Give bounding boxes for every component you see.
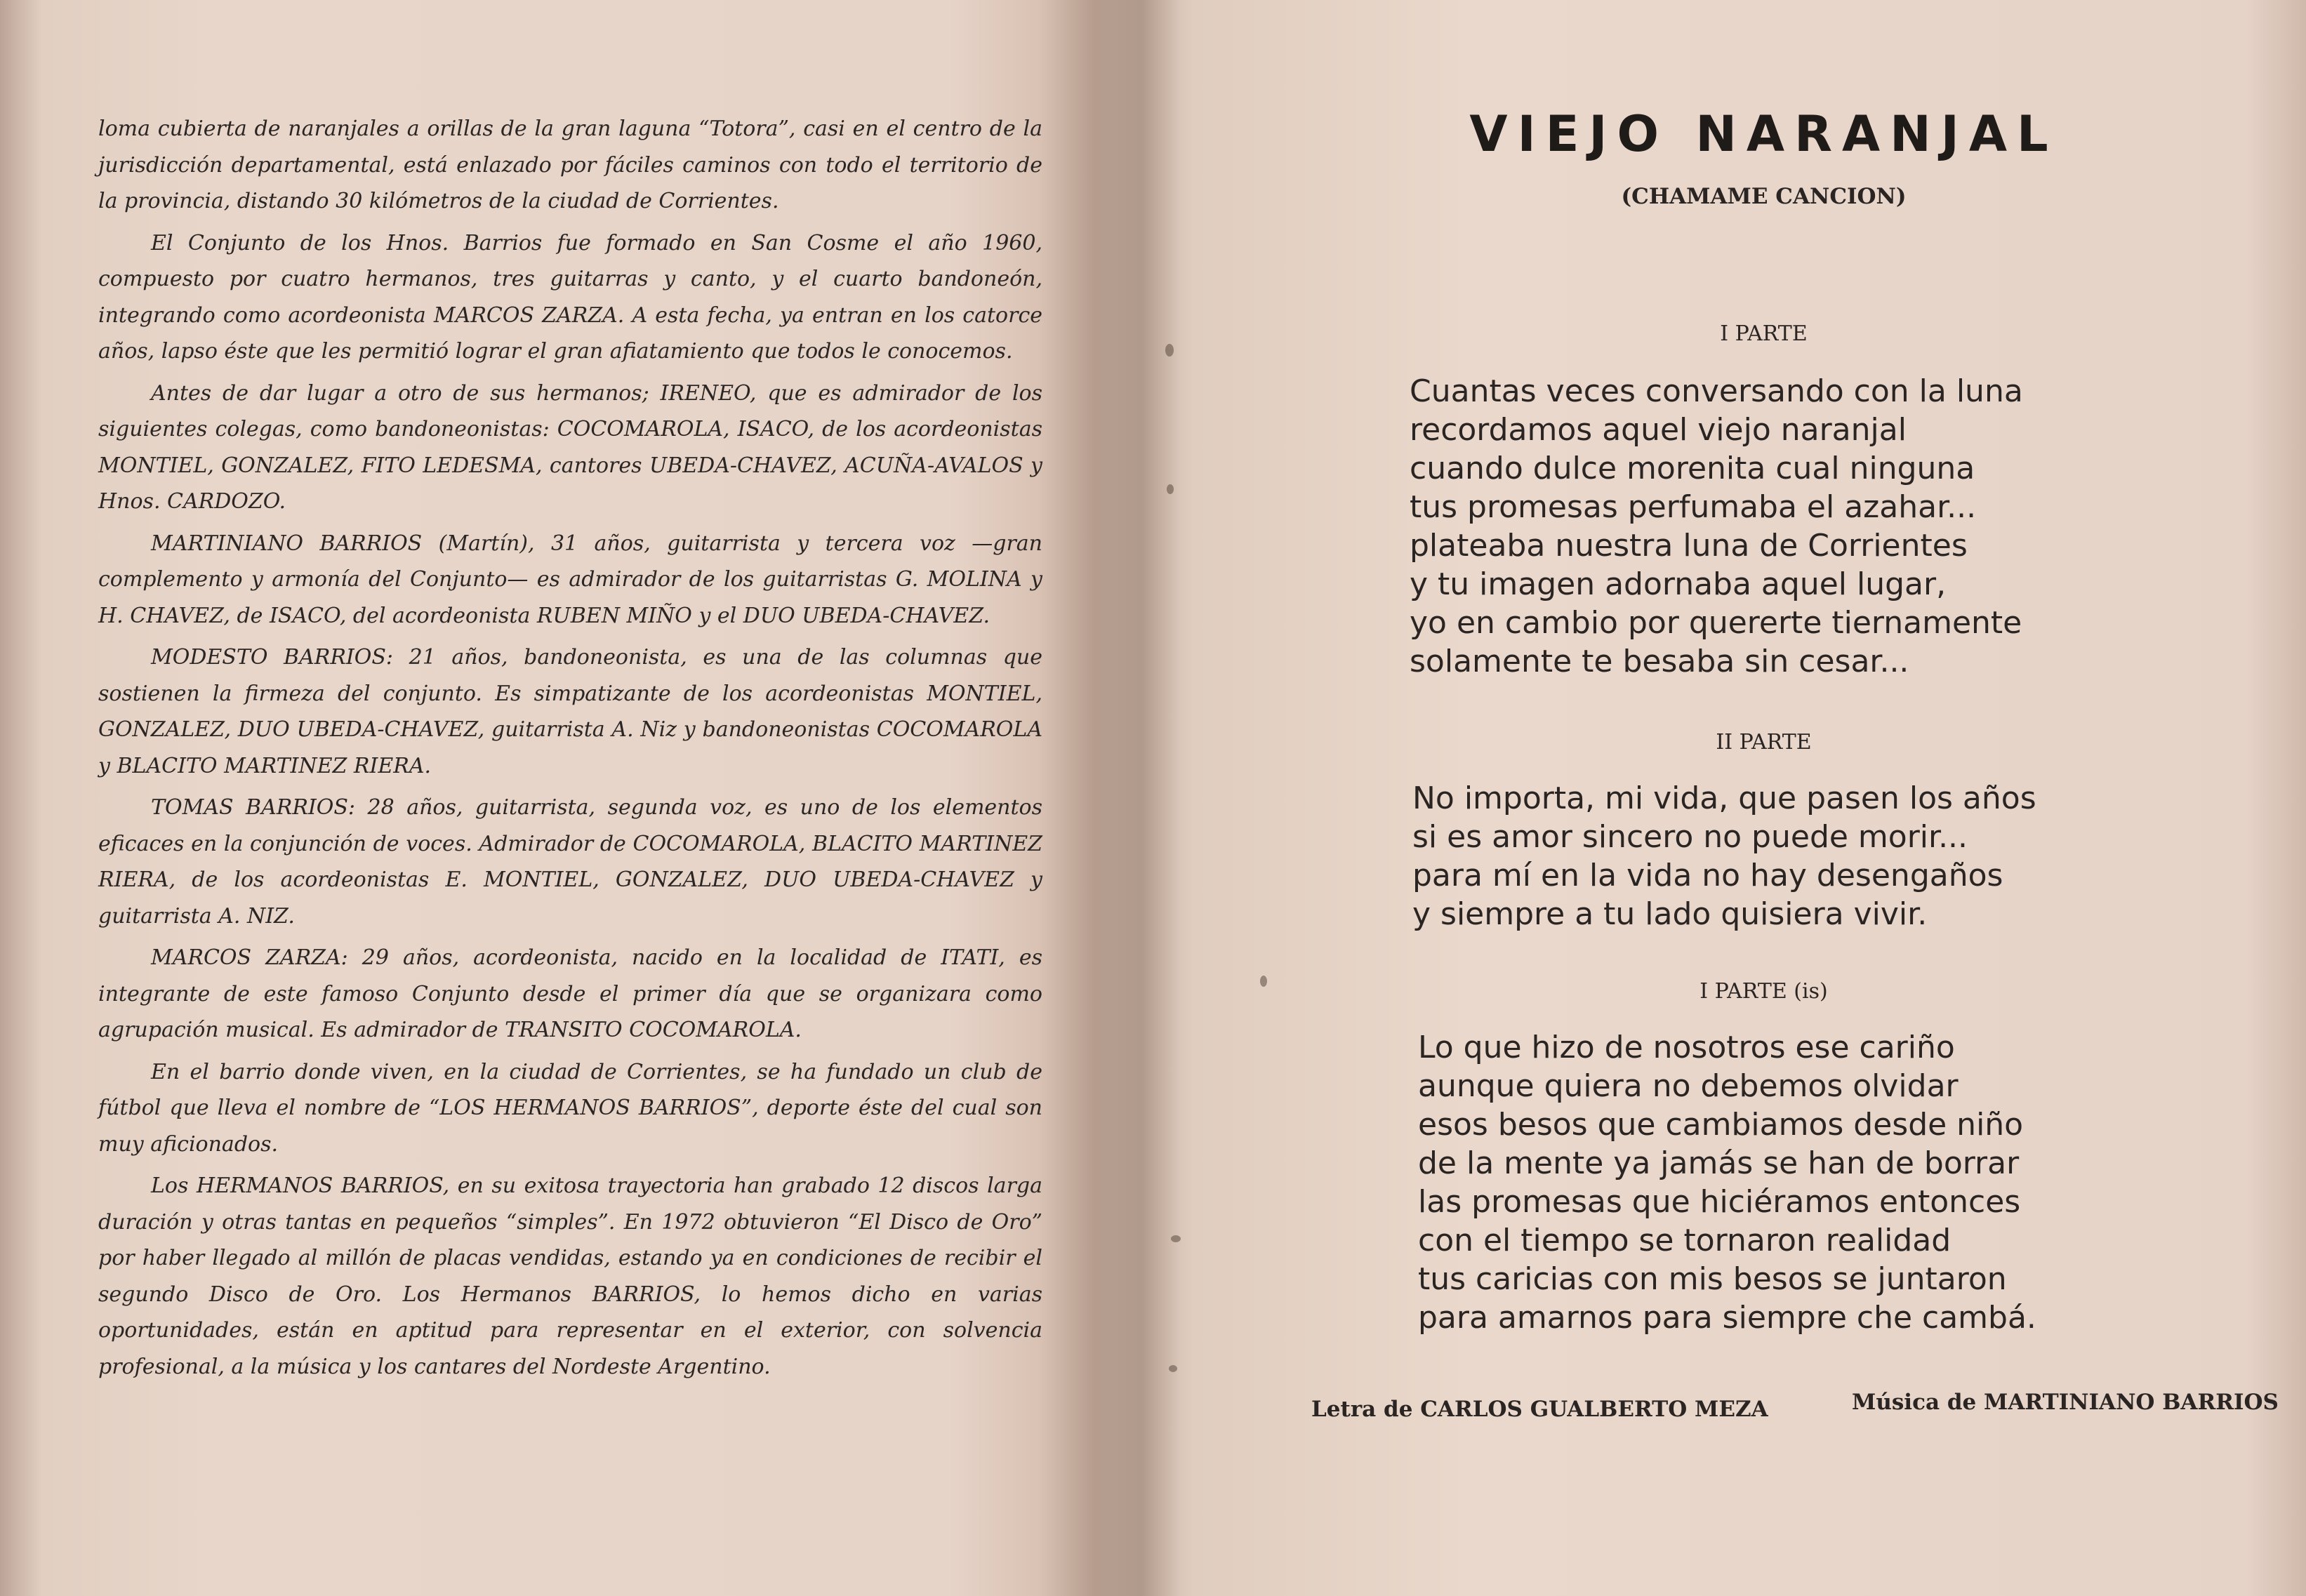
part-heading: I PARTE — [1720, 321, 1808, 346]
paragraph: Antes de dar lugar a otro de sus hermanos; IRENEO, que es admirador de los siguientes colegas, como bandoneonistas: COCOMAROLA, ISACO, de los acordeonistas MONTIEL, GONZALEZ, FITO LEDESMA, cantores UBEDA-CHAVEZ, ACUÑA-AVALOS y Hnos. CARDOZO. — [98, 380, 1042, 514]
verse-line: Lo que hizo de nosotros ese cariño — [1418, 1030, 1955, 1065]
lyrics-credit: Letra de CARLOS GUALBERTO MEZA — [1311, 1397, 1768, 1422]
paper-blemish — [1260, 976, 1267, 987]
verse-line: si es amor sincero no puede morir... — [1412, 819, 1968, 855]
verse-line: recordamos aquel viejo naranjal — [1410, 412, 1907, 448]
verse-line: plateaba nuestra luna de Corrientes — [1410, 528, 1968, 564]
verse-line: esos besos que cambiamos desde niño — [1418, 1107, 2024, 1143]
verse-line: tus caricias con mis besos se juntaron — [1418, 1261, 2007, 1297]
left-page-text — [98, 111, 1042, 1390]
verse-line: las promesas que hiciéramos entonces — [1418, 1184, 2021, 1220]
paper-blemish — [1167, 484, 1174, 494]
verse-line: No importa, mi vida, que pasen los años — [1412, 780, 2036, 816]
verse-line: para mí en la vida no hay desengaños — [1412, 858, 2003, 893]
verse-line: con el tiempo se tornaron realidad — [1418, 1223, 1952, 1258]
part-heading: II PARTE — [1716, 730, 1812, 754]
verse-line: solamente te besaba sin cesar... — [1410, 644, 1909, 679]
paragraph: El Conjunto de los Hnos. Barrios fue formado en San Cosme el año 1960, compuesto por cuatro hermanos, tres guitarras y canto, y el cuarto bandoneón, integrando como acordeonista MARCOS ZARZA. A esta fecha, ya entran en los catorce años, lapso éste que les permitió lograr el gran afiatamiento que todos le conocemos. — [98, 230, 1042, 364]
part-heading: I PARTE (is) — [1699, 979, 1828, 1004]
paper-blemish — [1165, 344, 1174, 357]
paragraph: TOMAS BARRIOS: 28 años, guitarrista, segunda voz, es uno de los elementos eficaces en la conjunción de voces. Admirador de COCOMAROLA, BLACITO MARTINEZ RIERA, de los acordeonistas E. MONTIEL, GONZALEZ, DUO UBEDA-CHAVEZ y guitarrista A. NIZ. — [98, 795, 1042, 929]
left-page — [0, 0, 1151, 1596]
song-title: VIEJO NARANJAL — [1469, 105, 2058, 163]
paper-blemish — [1169, 1365, 1177, 1372]
paragraph: MODESTO BARRIOS: 21 años, bandoneonista, es una de las columnas que sostienen la firmeza del conjunto. Es simpatizante de los acordeonistas MONTIEL, GONZALEZ, DUO UBEDA-CHAVEZ, guitarrista A. Niz y bandoneonistas COCOMAROLA y BLACITO MARTINEZ RIERA. — [98, 645, 1042, 778]
paragraph: En el barrio donde viven, en la ciudad de Corrientes, se ha fundado un club de fútbol que lleva el nombre de “LOS HERMANOS BARRIOS”, deporte éste del cual son muy aficionados. — [98, 1059, 1042, 1157]
verse-part-3 — [1418, 1028, 2176, 1337]
verse-line: Cuantas veces conversando con la luna — [1410, 373, 2023, 409]
verse-line: cuando dulce morenita cual ninguna — [1410, 451, 1975, 486]
verse-line: para amarnos para siempre che cambá. — [1418, 1300, 2036, 1336]
music-credit: Música de MARTINIANO BARRIOS — [1852, 1390, 2279, 1415]
verse-line: y tu imagen adornaba aquel lugar, — [1410, 566, 1947, 602]
paragraph: MARTINIANO BARRIOS (Martín), 31 años, guitarrista y tercera voz —gran complemento y armonía del Conjunto— es admirador de los guitarristas G. MOLINA y H. CHAVEZ, de ISACO, del acordeonista RUBEN MIÑO y el DUO UBEDA-CHAVEZ. — [98, 531, 1042, 628]
verse-line: y siempre a tu lado quisiera vivir. — [1412, 896, 1928, 932]
verse-part-1 — [1410, 372, 2168, 681]
song-subtitle: (CHAMAME CANCION) — [1621, 184, 1907, 209]
paper-blemish — [1171, 1235, 1181, 1242]
verse-line: de la mente ya jamás se han de borrar — [1418, 1145, 2020, 1181]
paragraph: loma cubierta de naranjales a orillas de la gran laguna “Totora”, casi en el centro de la jurisdicción departamental, está enlazado por fáciles caminos con todo el territorio de la provincia, distando 30 kilómetros de la ciudad de Corrientes. — [98, 117, 1042, 213]
verse-part-2 — [1412, 779, 2171, 933]
paragraph: MARCOS ZARZA: 29 años, acordeonista, nacido en la localidad de ITATI, es integrante de este famoso Conjunto desde el primer día que se organizara como agrupación musical. Es admirador de TRANSITO COCOMAROLA. — [98, 945, 1042, 1042]
verse-line: tus promesas perfumaba el azahar... — [1410, 489, 1977, 525]
verse-line: yo en cambio por quererte tiernamente — [1410, 605, 2022, 641]
verse-line: aunque quiera no debemos olvidar — [1418, 1068, 1959, 1104]
paragraph: Los HERMANOS BARRIOS, en su exitosa trayectoria han grabado 12 discos larga duración y otras tantas en pequeños “simples”. En 1972 obtuvieron “El Disco de Oro” por haber llegado al millón de placas vendidas, estando ya en condiciones de recibir el segundo Disco de Oro. Los Hermanos BARRIOS, lo hemos dicho en varias oportunidades, están en aptitud para representar en el exterior, con solvencia profesional, a la música y los cantares del Nordeste Argentino. — [98, 1173, 1042, 1379]
